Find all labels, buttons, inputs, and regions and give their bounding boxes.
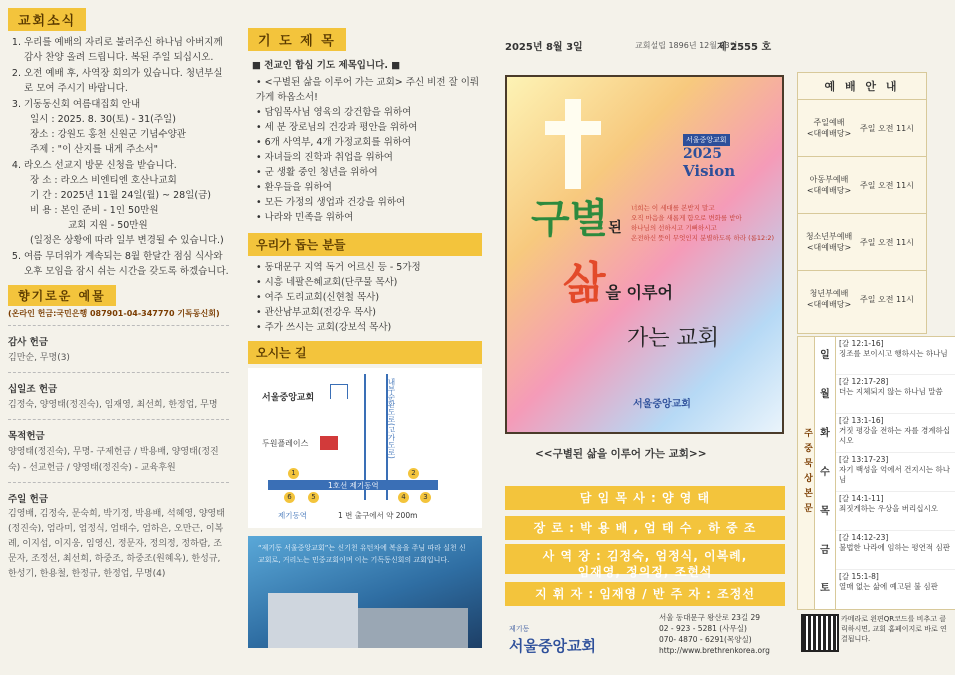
elders-banner: 장 로 : 박 용 배 , 엄 태 수 , 하 중 조 [505,516,785,540]
header-founded: 교회설립 1896년 12월 23일 [635,41,738,50]
cover-suffix: 된 [608,220,622,236]
retreat-line: 장소 : 강원도 홍천 신원군 기념수양관 [30,129,186,140]
reading-day: 목 [820,506,830,517]
map-title: 오시는 길 [248,341,482,364]
reading-text: 징조를 보이시고 행하시는 하나님 [839,349,948,358]
motto: <<구별된 삶을 이루어 가는 교회>> [535,448,707,460]
prayer-intro: ■ 전교인 합심 기도 제목입니다. ■ [252,60,401,71]
exit-station-label: 제기동역 [278,511,307,520]
reading-text: 더는 지체되지 않는 하나님 말씀 [839,387,943,396]
prayer-item: • 6개 사역부, 4개 가정교회를 위하여 [256,135,482,150]
cover-column [495,0,795,675]
prayer-column [240,0,490,675]
news-item [24,97,229,157]
worship-time: 주일 오전 11시 [860,294,914,304]
reading-ref: [갈 12:17-28] [839,377,889,386]
header-date: 2025년 8월 3일 [505,42,583,53]
reading-day: 월 [820,389,830,400]
reading-day: 일 [820,350,830,361]
prayer-item: • 환우들을 위하여 [256,180,482,195]
worship-place: <대예배당> [806,129,852,138]
reading-text: 열매 없는 삶에 예고된 불 심판 [839,582,938,591]
worship-time: 주일 오전 11시 [860,123,914,133]
cover-word: 구별 [531,195,609,242]
verse-line: 오직 마음을 새롭게 함으로 변화를 받아 [631,214,742,222]
offering-label: 주일 헌금 [8,494,49,505]
worship-name: 주일예배 [813,118,845,127]
vision-church: 서울중앙교회 [683,134,730,146]
exit-4: 4 [398,492,409,503]
prayer-item: • 모든 가정의 생업과 건강을 위하여 [256,195,482,210]
divider [8,325,229,326]
location-map [248,368,482,528]
cover-verse [631,203,781,243]
worship-column [797,0,955,675]
reading-entry [836,337,955,375]
offering-label: 감사 헌금 [8,337,49,348]
reading-text: 자기 백성을 억에서 건지시는 하나님 [839,465,950,484]
road-label: 내부순환도로(고가도로) [387,378,396,459]
prayer-item: • 자녀들의 진학과 취업을 위하여 [256,150,482,165]
cover-logo: 서울중앙교회 [633,399,691,410]
prayer-item: • 담임목사님 영육의 강건함을 위하여 [256,105,482,120]
worship-row [798,214,926,271]
worship-row [798,271,926,327]
footer-logo [509,616,596,656]
offering-label: 목적헌금 [8,431,45,442]
reading-entry [836,453,955,492]
qr-text: 카메라로 왼편QR코드를 비추고 클릭하시면, 교회 홈페이지로 바로 연결됩니다. [841,615,947,643]
prayer-item: • 군 생활 중인 청년을 위하여 [256,165,482,180]
reading-entry [836,531,955,570]
photo-caption: “제기동 서울중앙교회”는 신기천 유턴차에 복음을 주님 따라 실천 신교회로, 거리노는 민중교회이며 이는 기독동신회의 교회입니다. [258,544,466,564]
director-banner: 지 휘 자 : 임재영 / 반 주 자 : 조정선 [505,582,785,606]
news-column [0,0,237,675]
cross-icon [565,99,581,189]
offering-account: (온라인 헌금:국민은행 087901-04-347770 기독동신회) [8,309,220,318]
footer-phone: 02 - 923 - 5281 (사무실) [659,624,747,633]
offering-text: 양영태(정진숙), 무명- 구제헌금 / 박용배, 양영태(정진숙) - 선교헌금 / 양영태(정진숙) - 교육후원 [8,447,219,473]
walk-label: 1 번 출구에서 약 200m [338,511,418,520]
retreat-line: 일시 : 2025. 8. 30(토) - 31(주일) [30,114,176,125]
help-list [248,260,482,335]
news-item-text: 기동동신회 여름대집회 안내 [24,99,141,110]
building-label: 두원플레이스 [262,439,309,448]
worship-place: <대예배당> [806,186,852,195]
offering-text: 김만순, 무명(3) [8,353,70,363]
reading-entry [836,492,955,531]
cover-title-1 [531,187,622,244]
worship-row [798,100,926,157]
footer-url[interactable]: http://www.brethrenkorea.org [659,646,770,655]
reading-entry [836,570,955,608]
cover-suffix: 을 이루어 [605,283,673,302]
reading-ref: [갈 12:1-16] [839,339,884,348]
vision-badge [683,127,773,180]
prayer-item: • 세 분 장로님의 건강과 평안을 위하여 [256,120,482,135]
news-item-text: 라오스 선교지 방문 신청을 받습니다. [24,160,177,171]
laos-line: 교회 지원 - 50만원 [68,220,148,231]
footer-contact [659,612,770,656]
header-issue: 제 2555 호 [717,42,772,53]
news-item: 2. 오전 예배 후, 사역장 회의가 있습니다. 청년부실로 모여 주시기 바랍니다. [24,66,229,96]
prayer-title: 기 도 제 목 [248,28,346,51]
worship-place: <대예배당> [806,243,852,252]
exit-5: 5 [308,492,319,503]
worship-row [798,157,926,214]
reading-title: 주중묵상본문 [798,337,815,609]
exit-2: 2 [408,468,419,479]
reading-text: 거짓 평강을 전하는 자를 경계하십시오 [839,426,950,445]
reading-entry [836,414,955,453]
help-item: • 동대문구 지역 독거 어르신 등 - 5가정 [256,260,482,275]
qr-code[interactable] [801,614,839,652]
exit-1: 1 [288,468,299,479]
exit-3: 3 [420,492,431,503]
reading-ref: [갈 13:17-23] [839,455,889,464]
footer-address: 서울 동대문구 왕산로 23길 29 [659,613,761,622]
prayer-list [248,75,482,225]
news-item [24,158,229,248]
reading-text: 죄짓게하는 우상을 버리십시오 [839,504,938,513]
help-item: • 관산남부교회(전강우 목사) [256,305,482,320]
offering-title: 향기로운 예물 [8,285,116,306]
help-item: • 여주 도리교회(신현철 목사) [256,290,482,305]
reading-panel [797,336,955,610]
reading-text: 불법한 나라에 임하는 평연적 심판 [839,543,950,552]
laos-line: 기 간 : 2025년 11월 24일(월) ~ 28일(금) [30,190,211,201]
news-list [8,35,229,279]
reading-ref: [갈 14:12-23] [839,533,889,542]
reading-day: 수 [820,467,830,478]
reading-ref: [갈 14:1-11] [839,494,884,503]
cover-title-3: 가는 교회 [627,326,720,351]
ministers-banner [505,544,785,579]
reading-day: 금 [820,545,830,556]
divider [8,372,229,373]
reading-ref: [갈 15:1-8] [839,572,879,581]
building-shape [358,608,468,648]
news-item: 5. 여름 무더위가 계속되는 8월 한달간 점심 식사와 오후 모임을 잠시 쉬는 시간을 갖도록 하겠습니다. [24,249,229,279]
prayer-item: • 나라와 민족을 위하여 [256,210,482,225]
worship-time: 주일 오전 11시 [860,237,914,247]
reading-day: 화 [820,428,830,439]
worship-time: 주일 오전 11시 [860,180,914,190]
offering-text: 김정숙, 양영태(정진숙), 임재영, 최선희, 한정업, 무명 [8,400,218,410]
church-label: 서울중앙교회 [262,393,315,403]
cross-icon [545,121,601,135]
retreat-line: 주제 : "이 산지를 내게 주소서" [30,144,158,155]
offering-text: 김영배, 김정숙, 문숙희, 박기정, 박용배, 석혜영, 양영태(정진숙), 엄라미, 엄정식, 엄태수, 엄하은, 오만근, 이복례, 이지섭, 이지웅, 임영신, 정문자, 정의정, 정하람, 조문자, 조정선, 최선희, 하중조, 하중조(원혜옥), 한성규, 한성기, 한용철, 한정규, 한정업, 무명(4) [8,509,225,579]
verse-line: 온전하신 뜻이 무엇인지 분별하도록 하라 (롬12:2) [631,234,775,242]
footer-mobile: 070- 4870 - 6291(목양실) [659,635,752,644]
worship-title: 예 배 안 내 [798,73,926,100]
ministers-line: 사 역 장 : 김정숙, 엄정식, 이복례, [542,549,748,563]
building-shape [268,593,358,648]
divider [8,482,229,483]
cover-image [505,75,784,434]
laos-line: 장 소 : 라오스 비엔티엔 호산나교회 [30,175,177,186]
cover-word: 삶 [563,258,606,309]
exit-6: 6 [284,492,295,503]
building-icon [320,436,338,450]
vision-year: 2025 [683,146,722,162]
church-photo [248,536,482,648]
help-item: • 주가 쓰시는 교회(강보석 목사) [256,320,482,335]
reading-ref: [갈 13:1-16] [839,416,884,425]
help-title: 우리가 돕는 분들 [248,233,482,256]
ministers-line: 임재영, 정의정, 조현석 [577,565,713,579]
verse-line: 너희는 이 세대를 본받지 말고 [631,204,715,212]
church-icon [330,384,348,399]
worship-name: 아동부예배 [809,175,849,184]
reading-day: 토 [820,583,830,594]
laos-line: (일정은 상황에 따라 일부 변경될 수 있습니다.) [30,235,224,246]
vision-word: Vision [683,162,736,180]
reading-entry [836,375,955,414]
footer-logo-small: 제기동 [509,625,530,633]
cover-title-2 [563,247,673,311]
worship-place: <대예배당> [806,300,852,309]
laos-line: 비 용 : 본인 준비 - 1인 50만원 [30,205,159,216]
prayer-item: • <구별된 삶을 이루어 가는 교회> 주신 비전 잘 이뤄가게 하옵소서! [256,75,482,105]
news-title: 교회소식 [8,8,86,31]
worship-name: 청년부예배 [809,289,849,298]
worship-panel [797,72,927,334]
divider [8,419,229,420]
worship-name: 청소년부예배 [805,232,853,241]
footer-logo-name: 서울중앙교회 [509,637,596,655]
station-label: 1호선 제기동역 [328,481,379,490]
offering-label: 십일조 헌금 [8,384,58,395]
help-item: • 시흥 네팔은혜교회(단쿠물 목사) [256,275,482,290]
news-item: 1. 우리를 예배의 자리로 불러주신 하나님 아버지께 감사 찬양 올려 드립니다. 복된 주일 되십시오. [24,35,229,65]
pastor-banner: 담 임 목 사 : 양 영 태 [505,486,785,510]
verse-line: 하나님의 선하시고 기뻐하시고 [631,224,717,232]
